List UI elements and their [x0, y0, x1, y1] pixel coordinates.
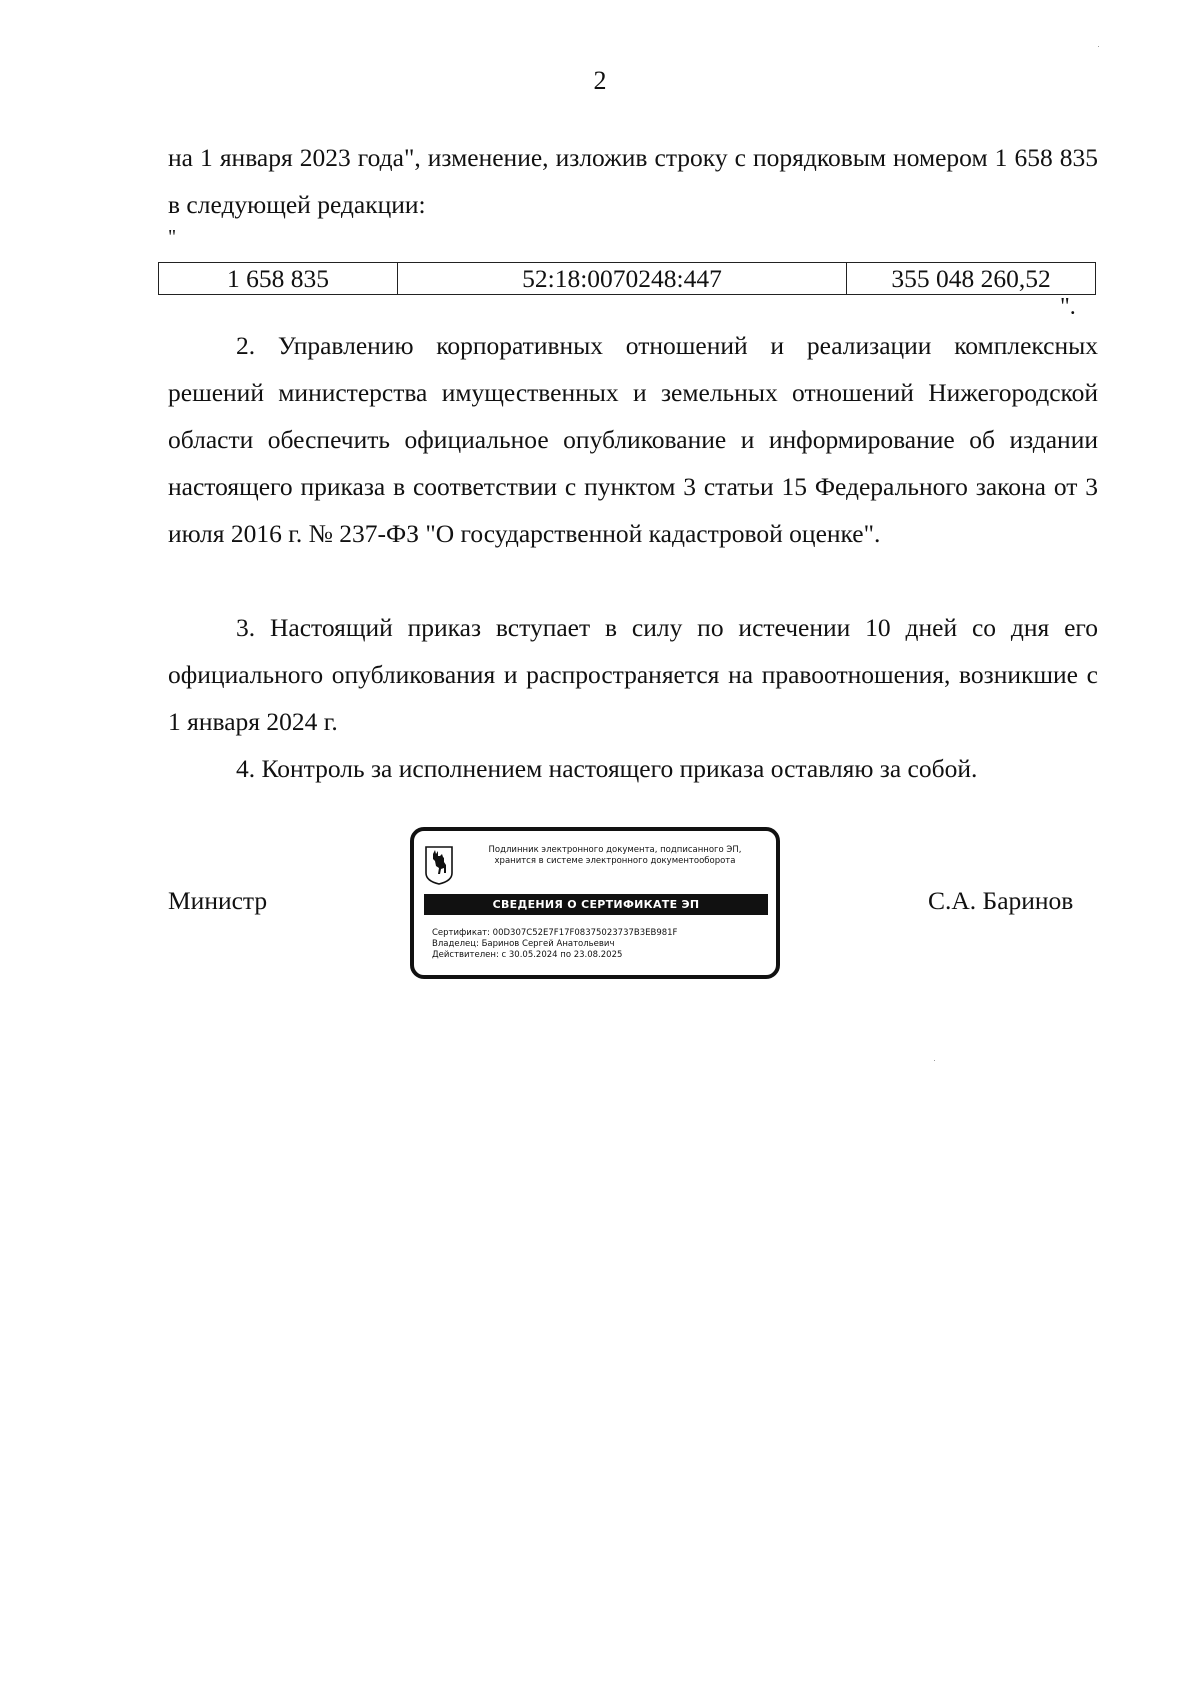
- row-number-cell: 1 658 835: [159, 263, 398, 295]
- cadastral-number-cell: 52:18:0070248:447: [398, 263, 847, 295]
- certificate-serial: Сертификат: 00D307C52E7F17F08375023737B3EB981F: [432, 928, 678, 938]
- signatory-name: С.А. Баринов: [928, 886, 1074, 915]
- scan-speck: [1098, 46, 1099, 47]
- stamp-header-line-1: Подлинник электронного документа, подписанного ЭП,: [488, 845, 742, 855]
- certificate-owner: Владелец: Баринов Сергей Анатольевич: [432, 939, 615, 949]
- table-open-quote: ": [168, 226, 177, 248]
- stamp-header: [460, 845, 770, 867]
- e-signature-stamp: [410, 827, 780, 979]
- paragraph-4: 4. Контроль за исполнением настоящего приказа оставляю за собой.: [236, 754, 978, 783]
- stamp-header-line-2: хранится в системе электронного документооборота: [494, 856, 736, 866]
- paragraph-2: 2. Управлению корпоративных отношений и реализации комплексных решений министерства имущественных и земельных отношений Нижегородской области обеспечить официальное опубликование и информирование об издании настоящего приказа в соответствии с пунктом 3 статьи 15 Федерального закона от 3 июля 2016 г. № 237-ФЗ "О государственной кадастровой оценке".: [168, 331, 1098, 548]
- deer-emblem-icon: [424, 845, 454, 885]
- certificate-validity: Действителен: с 30.05.2024 по 23.08.2025: [432, 950, 623, 960]
- certificate-info-bar: СВЕДЕНИЯ О СЕРТИФИКАТЕ ЭП: [424, 894, 768, 915]
- paragraph-3: 3. Настоящий приказ вступает в силу по истечении 10 дней со дня его официального опубликования и распространяется на правоотношения, возникшие с 1 января 2024 г.: [168, 613, 1098, 736]
- table-row: [159, 263, 1096, 295]
- certificate-details: [432, 928, 677, 961]
- signatory-role: Министр: [168, 886, 268, 915]
- cadastral-value-cell: 355 048 260,52: [847, 263, 1096, 295]
- page-number: 2: [593, 66, 607, 95]
- intro-paragraph: на 1 января 2023 года", изменение, изложив строку с порядковым номером 1 658 835 в следующей редакции:: [168, 143, 1098, 219]
- table-close-quote: ".: [1060, 294, 1076, 320]
- scan-speck: [934, 1060, 935, 1061]
- cadastral-table: [158, 262, 1096, 295]
